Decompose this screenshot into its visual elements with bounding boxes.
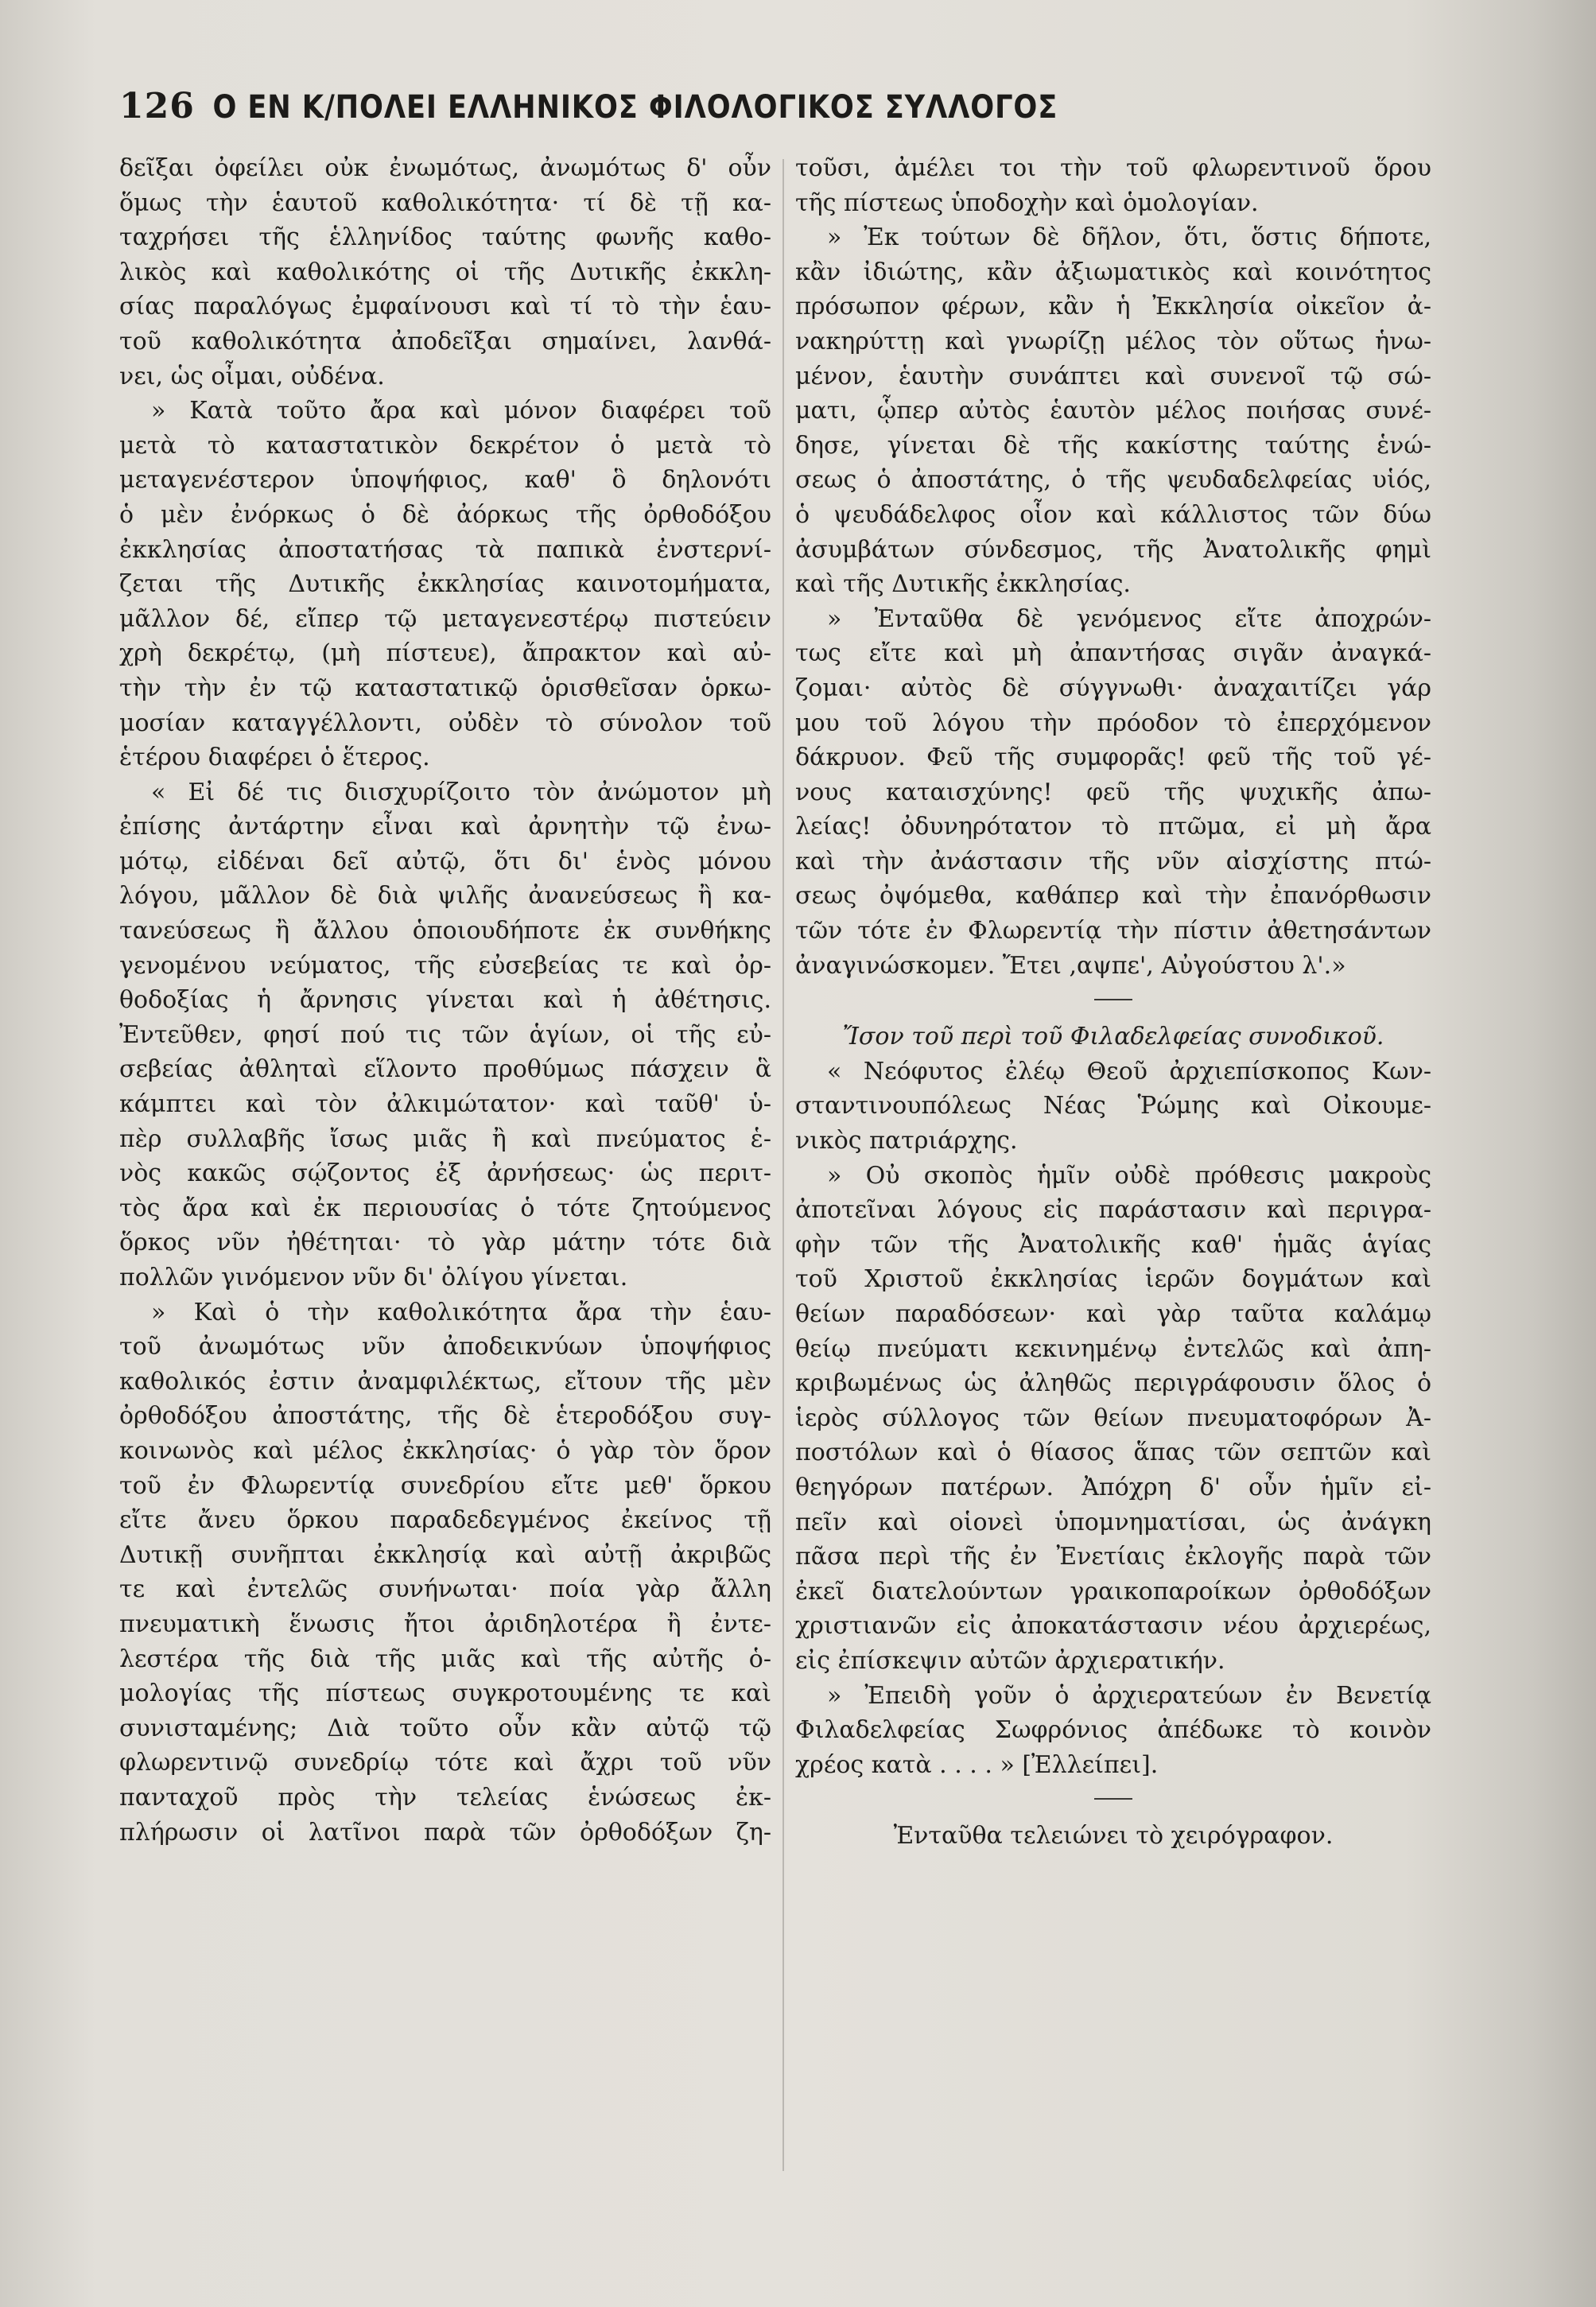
text-line: μοσίαν καταγγέλλοντι, οὐδὲν τὸ σύνολον τοῦ	[119, 709, 771, 737]
closing-separator	[1094, 1798, 1132, 1800]
text-line: τοῦ ἐν Φλωρεντίᾳ συνεδρίου εἴτε μεθ' ὅρκου	[119, 1471, 771, 1500]
text-line: λόγου, μᾶλλον δὲ διὰ ψιλῆς ἀνανεύσεως ἢ κα-	[119, 882, 771, 911]
section-separator	[1094, 999, 1132, 1000]
text-line: καθολικός ἐστιν ἀναμφιλέκτως, εἴτουν τῆς μὲν	[119, 1367, 771, 1396]
text-line: » Ἐπειδὴ γοῦν ὁ ἀρχιερατεύων ἐν Βενετίᾳ	[827, 1681, 1431, 1710]
text-line: εἰς ἐπίσκεψιν αὐτῶν ἀρχιερατικήν.	[795, 1646, 1225, 1675]
text-line: γενομένου νεύματος, τῆς εὐσεβείας τε καὶ ὀρ-	[119, 951, 771, 980]
text-line: μετὰ τὸ καταστατικὸν δεκρέτον ὁ μετὰ τὸ	[119, 431, 771, 460]
text-line: μεταγενέστερον ὑποψήφιος, καθ' ὃ δηλονότι	[119, 466, 771, 495]
text-line: νει, ὡς οἶμαι, οὐδένα.	[119, 362, 385, 390]
right-column-text-a	[795, 151, 1431, 983]
text-line: λείας! ὀδυνηρότατον τὸ πτῶμα, εἰ μὴ ἄρα	[795, 813, 1431, 841]
text-line: κριβωμένως ὡς ἀληθῶς περιγράφουσιν ὅλος ὁ	[795, 1369, 1431, 1398]
text-line: νὸς κακῶς σῴζοντος ἐξ ἀρνήσεως· ὡς περιτ-	[119, 1159, 771, 1188]
text-line: ταχρήσει τῆς ἑλληνίδος ταύτης φωνῆς καθο-	[119, 223, 771, 252]
text-line: τως εἴτε καὶ μὴ ἀπαντήσας σιγᾶν ἀναγκά-	[795, 639, 1431, 668]
text-line: πᾶσα περὶ τῆς ἐν Ἐνετίαις ἐκλογῆς παρὰ τῶν	[795, 1543, 1431, 1571]
text-line: πανταχοῦ πρὸς τὴν τελείας ἑνώσεως ἐκ-	[119, 1783, 771, 1812]
text-line: τοῦ ἀνωμότως νῦν ἀποδεικνύων ὑποψήφιος	[119, 1333, 771, 1361]
text-line: ἱερὸς σύλλογος τῶν θείων πνευματοφόρων Ἀ-	[795, 1404, 1431, 1432]
text-line: » Κατὰ τοῦτο ἄρα καὶ μόνον διαφέρει τοῦ	[151, 397, 771, 425]
text-line: ματι, ᾧπερ αὐτὸς ἑαυτὸν μέλος ποιήσας συνέ-	[795, 397, 1431, 425]
text-line: συνισταμένης; Διὰ τοῦτο οὖν κἂν αὐτῷ τῷ	[119, 1714, 771, 1742]
text-line: « Νεόφυτος ἐλέῳ Θεοῦ ἀρχιεπίσκοπος Κων-	[827, 1057, 1431, 1086]
text-line: σεως ὀψόμεθα, καθάπερ καὶ τὴν ἐπανόρθωσιν	[795, 882, 1431, 911]
page-number: 126	[119, 86, 195, 126]
right-column	[795, 151, 1431, 1854]
left-column	[119, 151, 771, 1850]
text-line: μᾶλλον δέ, εἴπερ τῷ μεταγενεστέρῳ πιστεύειν	[119, 604, 771, 633]
text-line: θοδοξίας ἡ ἄρνησις γίνεται καὶ ἡ ἀθέτησις.	[119, 986, 771, 1015]
text-line: μότῳ, εἰδέναι δεῖ αὐτῷ, ὅτι δι' ἑνὸς μόνου	[119, 847, 771, 876]
text-line: » Ἐνταῦθα δὲ γενόμενος εἴτε ἀποχρών-	[827, 604, 1431, 633]
text-line: « Εἰ δέ τις διισχυρίζοιτο τὸν ἀνώμοτον μὴ	[151, 778, 771, 806]
text-line: ἀσυμβάτων σύνδεσμος, τῆς Ἀνατολικῆς φημὶ	[795, 535, 1431, 564]
text-line: πεῖν καὶ οἱονεὶ ὑπομνηματίσαι, ὡς ἀνάγκη	[795, 1508, 1431, 1536]
text-line: τὸς ἄρα καὶ ἐκ περιουσίας ὁ τότε ζητούμενος	[119, 1194, 771, 1222]
text-line: Ἐντεῦθεν, φησί πού τις τῶν ἁγίων, οἱ τῆς εὐ-	[119, 1020, 771, 1049]
text-line: τοῦσι, ἀμέλει τοι τὴν τοῦ φλωρεντινοῦ ὅρου	[795, 154, 1431, 182]
text-line: ὅμως τὴν ἑαυτοῦ καθολικότητα· τί δὲ τῇ κα-	[119, 188, 771, 217]
closing-note: Ἐνταῦθα τελειώνει τὸ χειρόγραφον.	[893, 1822, 1334, 1851]
text-line: ἐκκλησίας ἀποστατήσας τὰ παπικὰ ἐνστερνί-	[119, 535, 771, 564]
text-line: εἴτε ἄνευ ὅρκου παραδεδεγμένος ἐκείνος τῇ	[119, 1506, 771, 1535]
text-line: κοινωνὸς καὶ μέλος ἐκκλησίας· ὁ γὰρ τὸν ὅρον	[119, 1436, 771, 1465]
text-line: πρόσωπον φέρων, κἂν ἡ Ἐκκλησία οἰκεῖον ἀ-	[795, 293, 1431, 321]
text-line: νους καταισχύνης! φεῦ τῆς ψυχικῆς ἀπω-	[795, 778, 1431, 806]
text-line: λεστέρα τῆς διὰ τῆς μιᾶς καὶ τῆς αὐτῆς ὁ-	[119, 1645, 771, 1673]
text-line: ὀρθοδόξου ἀποστάτης, τῆς δὲ ἑτεροδόξου συγ-	[119, 1402, 771, 1431]
text-line: ἐπίσης ἀντάρτην εἶναι καὶ ἀρνητὴν τῷ ἐνω-	[119, 813, 771, 841]
text-line: θείῳ πνεύματι κεκινημένῳ ἐντελῶς καὶ ἀπη-	[795, 1334, 1431, 1363]
text-line: θεηγόρων πατέρων. Ἀπόχρη δ' οὖν ἡμῖν εἰ-	[795, 1473, 1431, 1501]
text-line: ἐκεῖ διατελούντων γραικοπαροίκων ὀρθοδόξων	[795, 1577, 1431, 1606]
text-line: νακηρύττῃ καὶ γνωρίζῃ μέλος τὸν οὕτως ἡνω-	[795, 327, 1431, 355]
text-line: ἀποτεῖναι λόγους εἰς παράστασιν καὶ περιγρα-	[795, 1196, 1431, 1225]
text-line: φὴν τῶν τῆς Ἀνατολικῆς καθ' ἡμᾶς ἁγίας	[795, 1230, 1431, 1259]
text-line: χρέος κατὰ . . . . » [Ἐλλείπει].	[795, 1750, 1159, 1779]
text-line: μολογίας τῆς πίστεως συγκροτουμένης τε καὶ	[119, 1680, 771, 1708]
text-line: πλήρωσιν οἱ λατῖνοι παρὰ τῶν ὀρθοδόξων ζη-	[119, 1818, 771, 1847]
text-line: Δυτικῇ συνῆπται ἐκκλησίᾳ καὶ αὐτῇ ἀκριβῶς	[119, 1540, 771, 1569]
text-line: τῶν τότε ἐν Φλωρεντίᾳ τὴν πίστιν ἀθετησάντων	[795, 917, 1431, 946]
text-line: κάμπτει καὶ τὸν ἀλκιμώτατον· καὶ ταῦθ' ὑ-	[119, 1090, 771, 1119]
text-line: κἂν ἰδιώτης, κἂν ἀξιωματικὸς καὶ κοινότητος	[795, 258, 1431, 286]
text-line: δάκρυον. Φεῦ τῆς συμφορᾶς! φεῦ τῆς τοῦ γέ-	[795, 744, 1431, 772]
text-line: τε καὶ ἐντελῶς συνήνωται· ποία γὰρ ἄλλη	[119, 1575, 771, 1604]
text-line: πνευματικὴ ἕνωσις ἤτοι ἀριδηλοτέρα ἢ ἐντε-	[119, 1610, 771, 1638]
text-line: τοῦ Χριστοῦ ἐκκλησίας ἱερῶν δογμάτων καὶ	[795, 1265, 1431, 1294]
page-header	[119, 86, 1201, 143]
text-line: χρὴ δεκρέτῳ, (μὴ πίστευε), ἄπρακτον καὶ αὐ-	[119, 639, 771, 668]
text-line: τοῦ καθολικότητα ἀποδεῖξαι σημαίνει, λανθά-	[119, 327, 771, 355]
text-line: τὴν τὴν ἐν τῷ καταστατικῷ ὁρισθεῖσαν ὁρκω-	[119, 674, 771, 702]
text-line: ζομαι· αὐτὸς δὲ σύγγνωθι· ἀναχαιτίζει γάρ	[795, 674, 1431, 702]
section-heading: Ἴσον τοῦ περὶ τοῦ Φιλαδελφείας συνοδικοῦ.	[842, 1023, 1384, 1051]
text-line: μου τοῦ λόγου τὴν πρόοδον τὸ ἐπερχόμενον	[795, 709, 1431, 737]
text-line: ἀναγινώσκομεν. Ἔτει ,αψπε', Αὐγούστου λ'.»	[795, 951, 1346, 980]
text-line: πολλῶν γινόμενον νῦν δι' ὀλίγου γίνεται.	[119, 1264, 628, 1291]
text-line: φλωρεντινῷ συνεδρίῳ τότε καὶ ἄχρι τοῦ νῦν	[119, 1749, 771, 1777]
text-line: » Ἐκ τούτων δὲ δῆλον, ὅτι, ὅστις δήποτε,	[827, 223, 1431, 252]
text-line: » Καὶ ὁ τὴν καθολικότητα ἄρα τὴν ἑαυ-	[151, 1298, 771, 1326]
text-line: πὲρ συλλαβῆς ἴσως μιᾶς ἢ καὶ πνεύματος ἑ-	[119, 1124, 771, 1153]
text-line: νικὸς πατριάρχης.	[795, 1127, 1018, 1155]
text-line: καὶ τῆς Δυτικῆς ἐκκλησίας.	[795, 570, 1131, 599]
text-line: ὅρκος νῦν ἠθέτηται· τὸ γὰρ μάτην τότε διὰ	[119, 1229, 771, 1257]
text-line: ἑτέρου διαφέρει ὁ ἕτερος.	[119, 744, 430, 772]
text-line: σεβείας ἀθληταὶ εἵλοντο προθύμως πάσχειν ἃ	[119, 1055, 771, 1084]
text-line: δεῖξαι ὀφείλει οὐκ ἐνωμότως, ἀνωμότως δ' οὖν	[119, 154, 771, 182]
text-line: μένον, ἑαυτὴν συνάπτει καὶ συνενοῖ τῷ σώ-	[795, 362, 1431, 390]
running-title: Ο ΕΝ Κ/ΠΟΛΕΙ ΕΛΛΗΝΙΚΟΣ ΦΙΛΟΛΟΓΙΚΟΣ ΣΥΛΛΟΓΟΣ	[212, 89, 1058, 126]
text-line: σεως ὁ ἀποστάτης, ὁ τῆς ψευδαδελφείας υἱός,	[795, 466, 1431, 495]
text-line: χριστιανῶν εἰς ἀποκατάστασιν νέου ἀρχιερέως,	[795, 1612, 1431, 1641]
text-line: ὁ ψευδάδελφος οἷον καὶ κάλλιστος τῶν δύω	[795, 500, 1431, 529]
text-line: λικὸς καὶ καθολικότης οἱ τῆς Δυτικῆς ἐκκλη-	[119, 258, 771, 286]
text-line: ὁ μὲν ἐνόρκως ὁ δὲ ἀόρκως τῆς ὀρθοδόξου	[119, 500, 771, 529]
text-line: θείων παραδόσεων· καὶ γὰρ ταῦτα καλάμῳ	[795, 1300, 1431, 1328]
text-line: Φιλαδελφείας Σωφρόνιος ἀπέδωκε τὸ κοινὸν	[795, 1716, 1431, 1745]
column-divider	[782, 159, 784, 2171]
text-line: σταντινουπόλεως Νέας Ῥώμης καὶ Οἰκουμε-	[795, 1092, 1431, 1120]
text-line: ζεται τῆς Δυτικῆς ἐκκλησίας καινοτομήματα,	[119, 570, 771, 599]
text-line: τῆς πίστεως ὑποδοχὴν καὶ ὁμολογίαν.	[795, 188, 1259, 217]
text-line: σίας παραλόγως ἐμφαίνουσι καὶ τί τὸ τὴν ἑαυ-	[119, 293, 771, 321]
text-line: ποστόλων καὶ ὁ θίασος ἅπας τῶν σεπτῶν καὶ	[795, 1439, 1431, 1467]
text-line: δησε, γίνεται δὲ τῆς κακίστης ταύτης ἑνώ-	[795, 431, 1431, 460]
right-column-text-b	[795, 1054, 1431, 1782]
text-line: τανεύσεως ἢ ἄλλου ὁποιουδήποτε ἐκ συνθήκης	[119, 917, 771, 946]
text-line: καὶ τὴν ἀνάστασιν τῆς νῦν αἰσχίστης πτώ-	[795, 847, 1431, 876]
text-line: » Οὐ σκοπὸς ἡμῖν οὐδὲ πρόθεσις μακροὺς	[827, 1161, 1431, 1190]
